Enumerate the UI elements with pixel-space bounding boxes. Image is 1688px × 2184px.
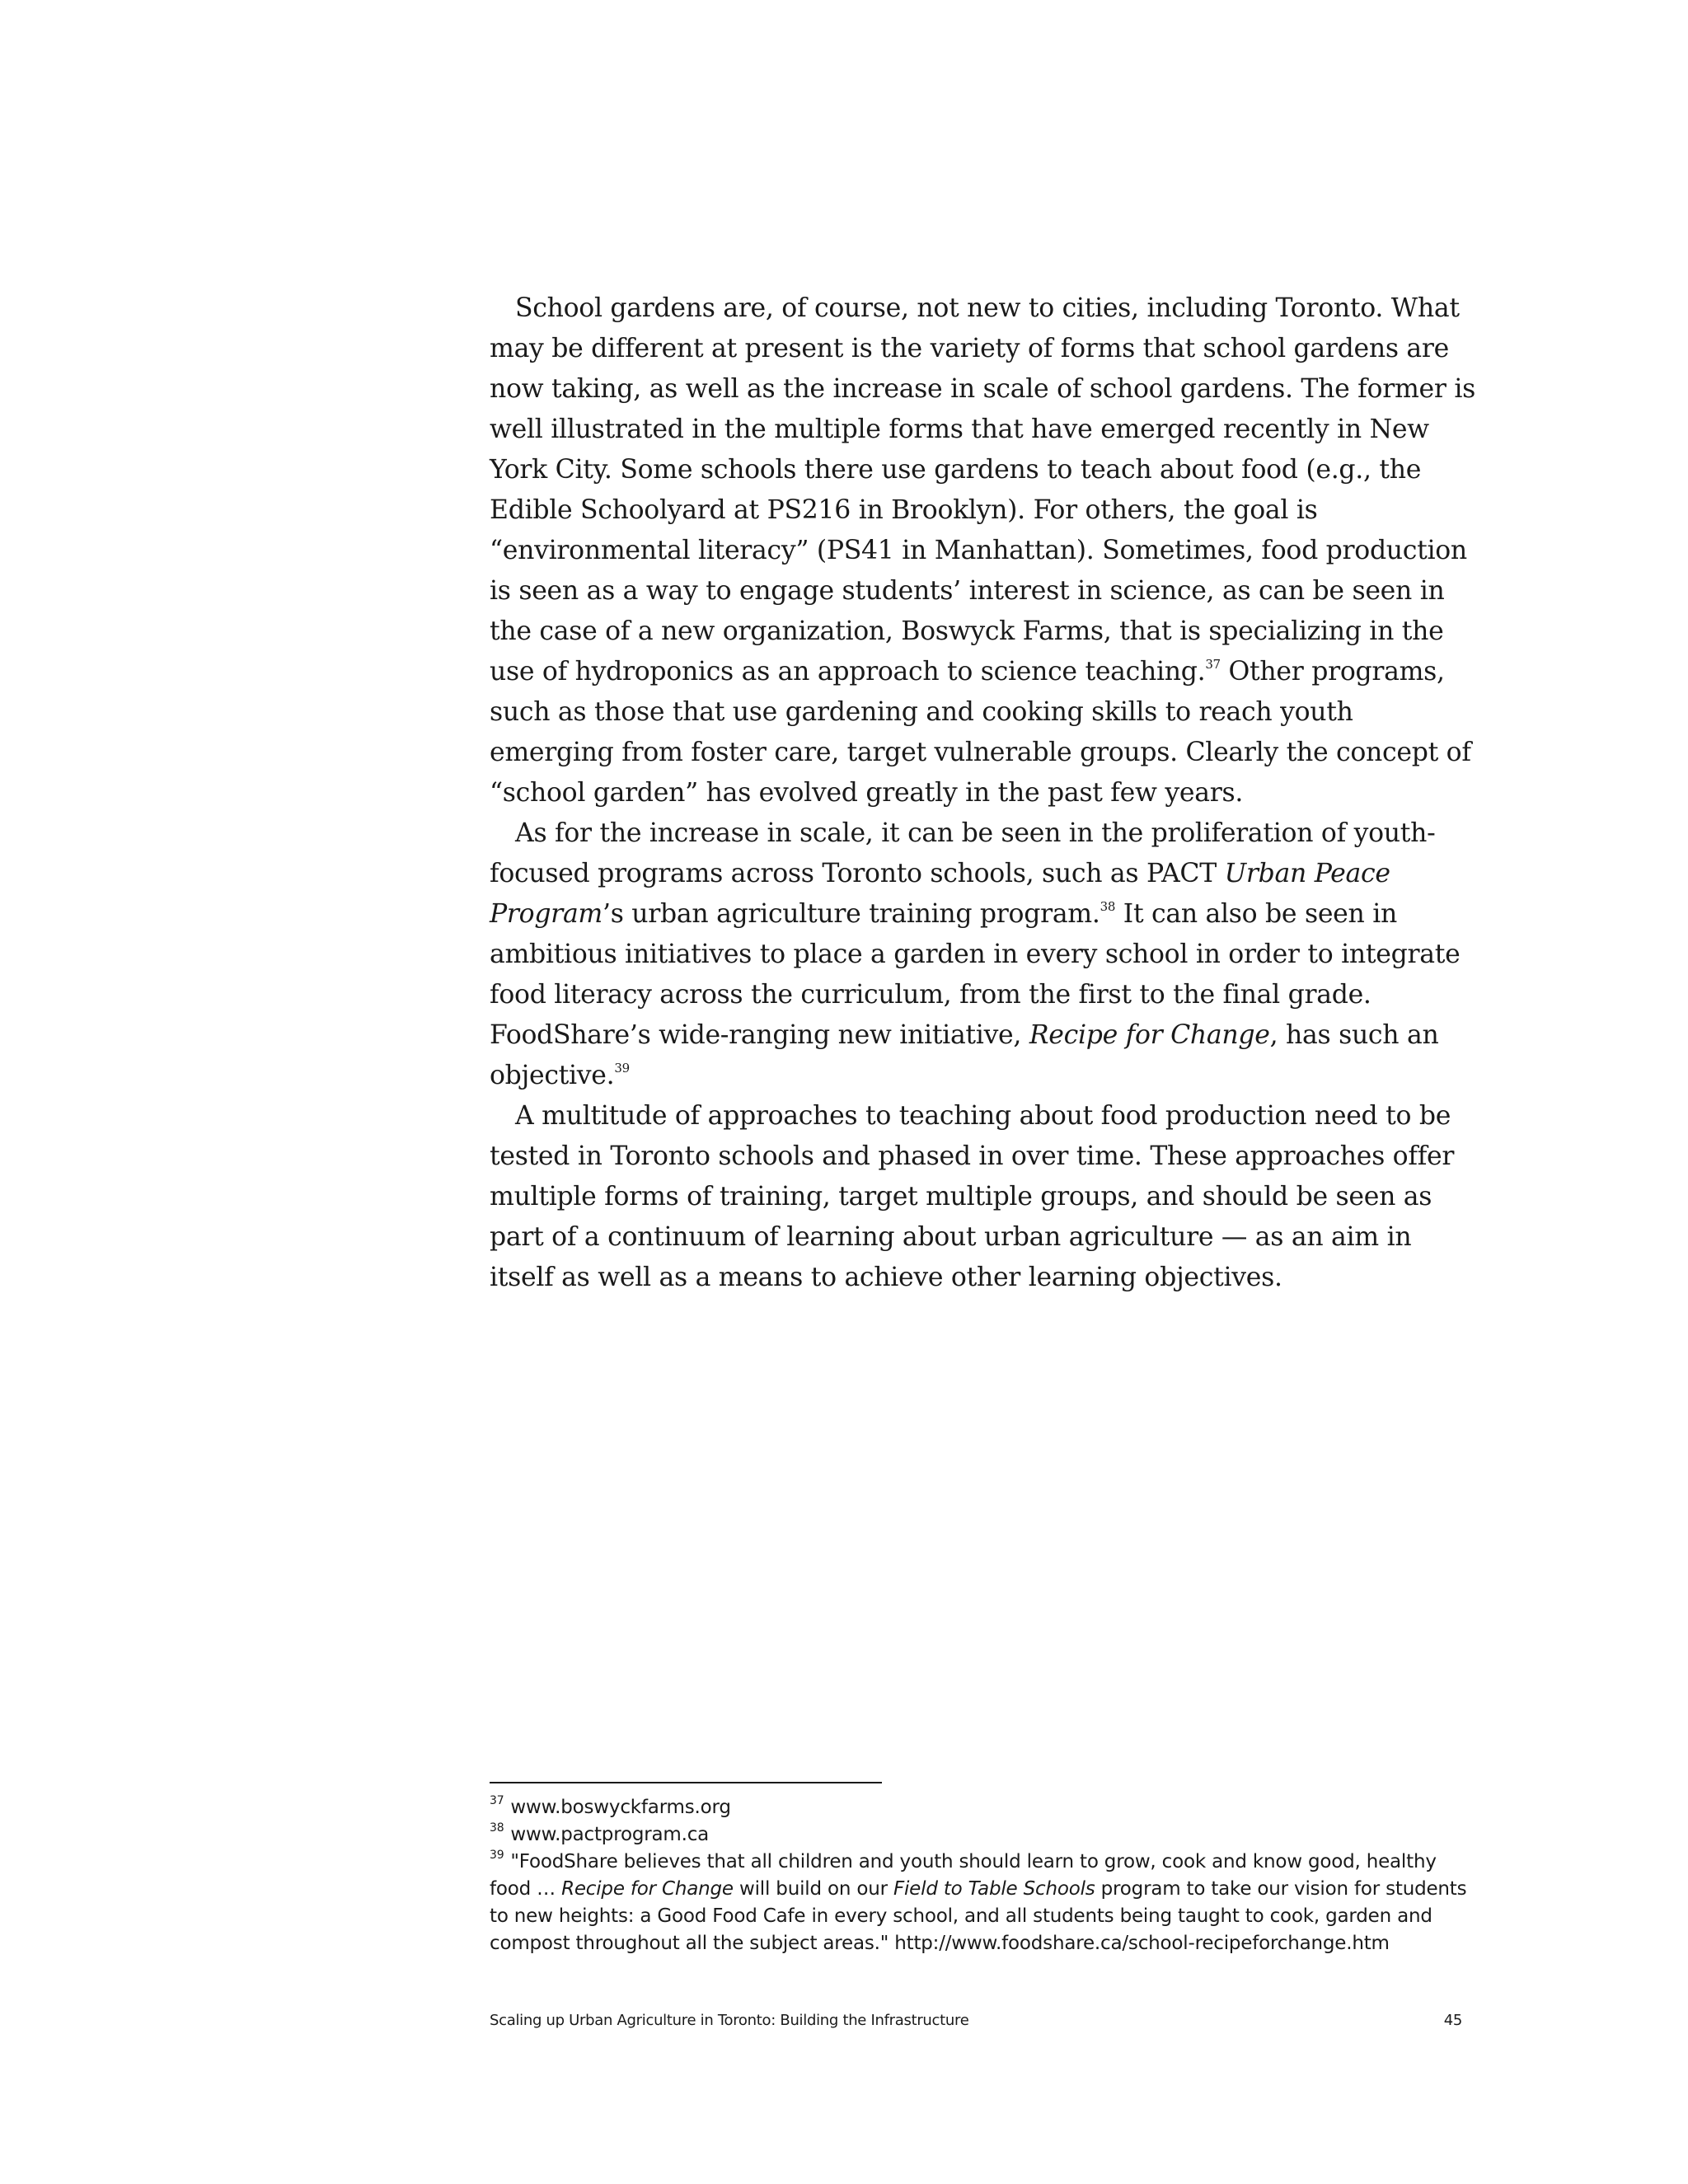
footnote-reference: 38	[1100, 899, 1116, 914]
footnote	[490, 1794, 1479, 1821]
footnote-number: 38	[490, 1821, 504, 1835]
footnote-number: 37	[490, 1794, 504, 1807]
text-run: School gardens are, of course, not new to cities, including Toronto. What may be different at present is the variety of forms that school gardens are now taking, as well as the increase in scale of school gardens. The former is well illustrated in the multiple forms that have emerged recently in New York City. Some schools there use gardens to teach about food (e.g., the Edible Schoolyard at PS216 in Brooklyn). For others, the goal is “environmental literacy” (PS41 in Manhattan). Sometimes, food production is seen as a way to engage students’ interest in science, as can be seen in the case of a new organization, Boswyck Farms, that is specializing in the use of hydroponics as an approach to science teaching.	[490, 293, 1475, 687]
text-run: will build on our	[733, 1878, 893, 1900]
footnote-divider	[490, 1782, 882, 1783]
italic-title: Urban Peace Program	[490, 859, 1390, 929]
text-run: A multitude of approaches to teaching about food production need to be tested in Toronto schools and phased in over time. These approaches offer multiple forms of training, target multiple groups, and should be seen as part of a continuum of learning about urban agriculture — as an aim in itself as well as a means to achieve other learning objectives.	[490, 1101, 1455, 1292]
text-run: , has such an objective.	[490, 1020, 1439, 1090]
body-paragraph	[490, 1096, 1479, 1298]
italic-title: Recipe for Change	[1029, 1020, 1270, 1050]
body-paragraph	[490, 813, 1479, 1096]
footer-title: Scaling up Urban Agriculture in Toronto: Building the Infrastructure	[490, 2012, 969, 2029]
body-paragraph	[490, 288, 1479, 813]
footnote	[490, 1849, 1479, 1957]
page-number: 45	[1443, 2012, 1462, 2029]
body-text	[490, 288, 1479, 1298]
italic-title: Recipe for Change	[561, 1878, 734, 1900]
italic-title: Field to Table Schools	[893, 1878, 1095, 1900]
footnotes	[490, 1794, 1479, 1957]
text-run: As for the increase in scale, it can be seen in the proliferation of youth-focused programs across Toronto schools, such as PACT	[490, 818, 1436, 888]
footnote-reference: 39	[614, 1061, 630, 1076]
footnote	[490, 1821, 1479, 1849]
text-run: Other programs, such as those that use gardening and cooking skills to reach youth emerging from foster care, target vulnerable groups. Clearly the concept of “school garden” has evolved greatly in the past few years.	[490, 657, 1471, 808]
text-run: www.pactprogram.ca	[510, 1824, 710, 1845]
text-run: www.boswyckfarms.org	[510, 1797, 731, 1818]
footnote-reference: 37	[1205, 657, 1221, 672]
running-footer	[490, 2012, 1462, 2030]
footnote-number: 39	[490, 1849, 504, 1862]
text-run: It can also be seen in ambitious initiatives to place a garden in every school in order to integrate food literacy across the curriculum, from the first to the final grade. FoodShare’s wide-ranging new initiative,	[490, 899, 1461, 1050]
text-run: "FoodShare believes that all children and youth should learn to grow, cook and know good, healthy food …	[490, 1851, 1437, 1900]
text-run: program to take our vision for students to new heights: a Good Food Cafe in every school, and all students being taught to cook, garden and compost throughout all the subject areas." http://www.foodshare.ca/school-recipeforchange.htm	[490, 1878, 1467, 1954]
text-run: ’s urban agriculture training program.	[603, 899, 1100, 929]
